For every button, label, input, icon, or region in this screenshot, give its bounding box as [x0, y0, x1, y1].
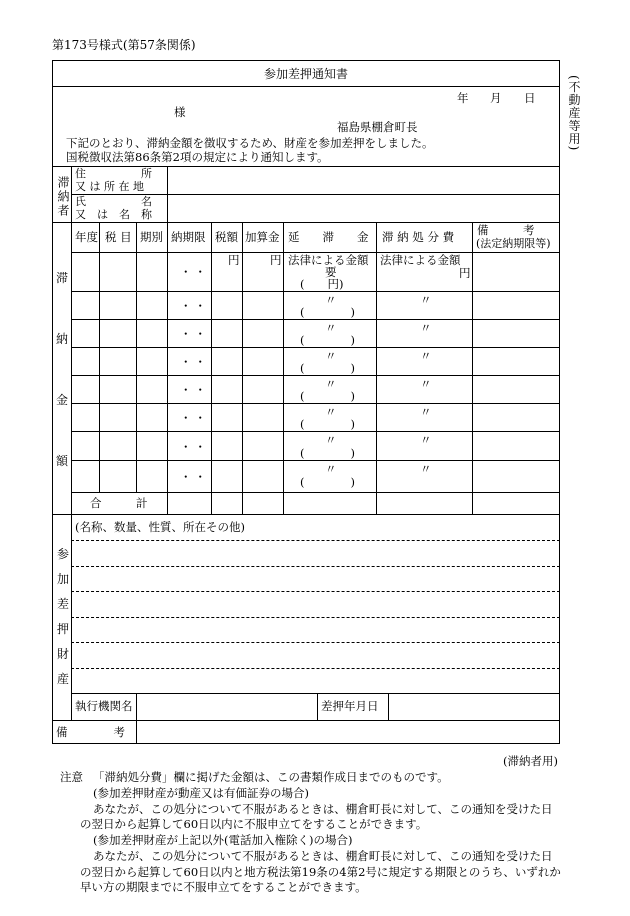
- intro-line-2: 国税徴収法第86条第2項の規定により通知します。: [66, 150, 329, 164]
- date-month: 月: [490, 91, 502, 105]
- property-hint: (名称、数量、性質、所在その他): [75, 520, 245, 534]
- row-1-kasan-unit: 円: [270, 253, 282, 267]
- row-6-dots: ・・: [180, 411, 209, 425]
- amount-label-1: 滞: [56, 271, 69, 285]
- row-4-shobun-ditto: 〃: [420, 349, 432, 363]
- amount-label-2: 納: [56, 332, 69, 346]
- divider: [136, 693, 137, 744]
- row-7-shobun-ditto: 〃: [420, 433, 432, 447]
- amount-label-4: 額: [56, 454, 69, 468]
- col-biko: 備 考: [477, 223, 535, 237]
- property-label-5: 財: [57, 647, 70, 661]
- remarks-label: 備 考: [56, 725, 125, 739]
- row-8-dots: ・・: [180, 470, 209, 484]
- row-4-entai-ditto: 〃: [325, 349, 337, 363]
- divider: [472, 222, 473, 514]
- row-8-shobun-ditto: 〃: [420, 462, 432, 476]
- row-5-entai-paren: ( ): [300, 389, 355, 403]
- divider: [71, 319, 560, 320]
- divider: [136, 222, 137, 492]
- amount-label-3: 金: [56, 393, 69, 407]
- row-3-dots: ・・: [180, 327, 209, 341]
- divider: [71, 540, 560, 541]
- divider: [99, 222, 100, 492]
- delinquent-label: 滞納者: [56, 176, 70, 218]
- agency-label: 執行機関名: [75, 699, 133, 713]
- seizure-date-label: 差押年月日: [321, 699, 379, 713]
- row-2-entai-ditto: 〃: [325, 293, 337, 307]
- row-3-entai-paren: ( ): [300, 333, 355, 347]
- note-line-2: (参加差押財産が動産又は有価証券の場合): [93, 786, 309, 800]
- page-title: 参加差押通知書: [263, 67, 348, 81]
- row-1-entai-text2: 要: [325, 265, 337, 279]
- divider: [317, 693, 318, 720]
- form-number: 第173号様式(第57条関係): [52, 38, 196, 52]
- divider: [167, 222, 168, 514]
- side-note: (不動産等用): [567, 75, 581, 152]
- divider: [71, 642, 560, 643]
- name-label-1: 氏 名: [75, 195, 152, 208]
- col-zeimoku: 税 目: [105, 230, 132, 244]
- note-line-1: 「滞納処分費」欄に掲げた金額は、この書類作成日までのものです。: [93, 770, 449, 784]
- divider: [283, 222, 284, 514]
- row-1-entai-text: 法律による金額: [288, 253, 369, 267]
- property-label-3: 差: [57, 597, 70, 611]
- copy-label: (滞納者用): [503, 754, 558, 768]
- note-line-5: (参加差押財産が上記以外(電話加入権除く)の場合): [93, 833, 353, 847]
- row-5-dots: ・・: [180, 383, 209, 397]
- row-6-entai-ditto: 〃: [325, 405, 337, 419]
- col-kasan: 加算金: [245, 230, 280, 244]
- row-1-dots: ・・: [180, 265, 209, 279]
- row-8-entai-ditto: 〃: [325, 462, 337, 476]
- divider: [71, 591, 560, 592]
- row-4-entai-paren: ( ): [300, 361, 355, 375]
- row-5-shobun-ditto: 〃: [420, 377, 432, 391]
- divider: [71, 566, 560, 567]
- row-7-dots: ・・: [180, 440, 209, 454]
- note-line-4: の翌日から起算して60日以内に不服申立てをすることができます。: [80, 817, 428, 831]
- note-line-3: あなたが、この処分について不服があるときは、棚倉町長に対して、この通知を受けた日: [93, 802, 553, 816]
- row-2-shobun-ditto: 〃: [420, 293, 432, 307]
- row-4-dots: ・・: [180, 355, 209, 369]
- row-2-dots: ・・: [180, 299, 209, 313]
- col-biko-sub: (法定納期限等): [476, 237, 551, 250]
- row-5-entai-ditto: 〃: [325, 377, 337, 391]
- col-entai: 延 滞 金: [288, 230, 369, 244]
- divider: [71, 617, 560, 618]
- addressee-suffix: 様: [174, 105, 186, 119]
- row-6-entai-paren: ( ): [300, 417, 355, 431]
- divider: [71, 460, 560, 461]
- col-nouki: 納期限: [171, 230, 206, 244]
- property-label-1: 参: [57, 547, 70, 561]
- divider: [211, 222, 212, 514]
- divider: [52, 514, 560, 515]
- address-label-1: 住 所: [75, 167, 152, 180]
- row-1-shobun-text: 法律による金額: [380, 253, 461, 267]
- row-1-zeigaku-unit: 円: [228, 253, 240, 267]
- row-1-entai-paren: ( 円): [300, 277, 344, 291]
- divider: [71, 431, 560, 432]
- row-3-entai-ditto: 〃: [325, 321, 337, 335]
- name-label-2: 又 は 名 称: [75, 208, 152, 221]
- property-label-6: 産: [57, 672, 70, 686]
- col-zeigaku: 税額: [215, 230, 238, 244]
- issuer: 福島県棚倉町長: [337, 120, 418, 134]
- row-2-entai-paren: ( ): [300, 305, 355, 319]
- col-nendo: 年度: [75, 230, 98, 244]
- divider: [242, 222, 243, 514]
- divider: [388, 693, 389, 720]
- property-label-2: 加: [57, 572, 70, 586]
- divider: [71, 222, 72, 514]
- date-day: 日: [524, 91, 536, 105]
- divider: [71, 668, 560, 669]
- row-1-shobun-unit: 円: [459, 266, 471, 280]
- col-shobun: 滞 納 処 分 費: [382, 230, 455, 244]
- divider: [71, 403, 560, 404]
- note-line-6: あなたが、この処分について不服があるときは、棚倉町長に対して、この通知を受けた日: [93, 849, 553, 863]
- divider: [52, 720, 560, 721]
- notes-heading: 注意: [60, 770, 83, 784]
- divider: [376, 222, 377, 514]
- divider: [52, 86, 560, 87]
- divider: [71, 492, 560, 493]
- divider: [71, 375, 560, 376]
- note-line-7: の翌日から起算して60日以内と地方税法第19条の4第2号に規定する期限とのうち、いずれか: [80, 865, 561, 879]
- row-6-shobun-ditto: 〃: [420, 405, 432, 419]
- divider: [71, 693, 560, 694]
- row-8-entai-paren: ( ): [300, 475, 355, 489]
- col-kibetsu: 期別: [140, 230, 163, 244]
- row-3-shobun-ditto: 〃: [420, 321, 432, 335]
- total-label: 合 計: [90, 496, 148, 510]
- divider: [71, 347, 560, 348]
- property-label-4: 押: [57, 622, 70, 636]
- note-line-8: 早い方の期限までに不服申立てをすることができます。: [80, 880, 367, 894]
- date-year: 年: [457, 91, 469, 105]
- intro-line-1: 下記のとおり、滞納金額を徴収するため、財産を参加差押をしました。: [66, 136, 434, 150]
- address-label-2: 又 は 所 在 地: [75, 180, 144, 193]
- row-7-entai-paren: ( ): [300, 446, 355, 460]
- divider: [71, 291, 560, 292]
- row-7-entai-ditto: 〃: [325, 433, 337, 447]
